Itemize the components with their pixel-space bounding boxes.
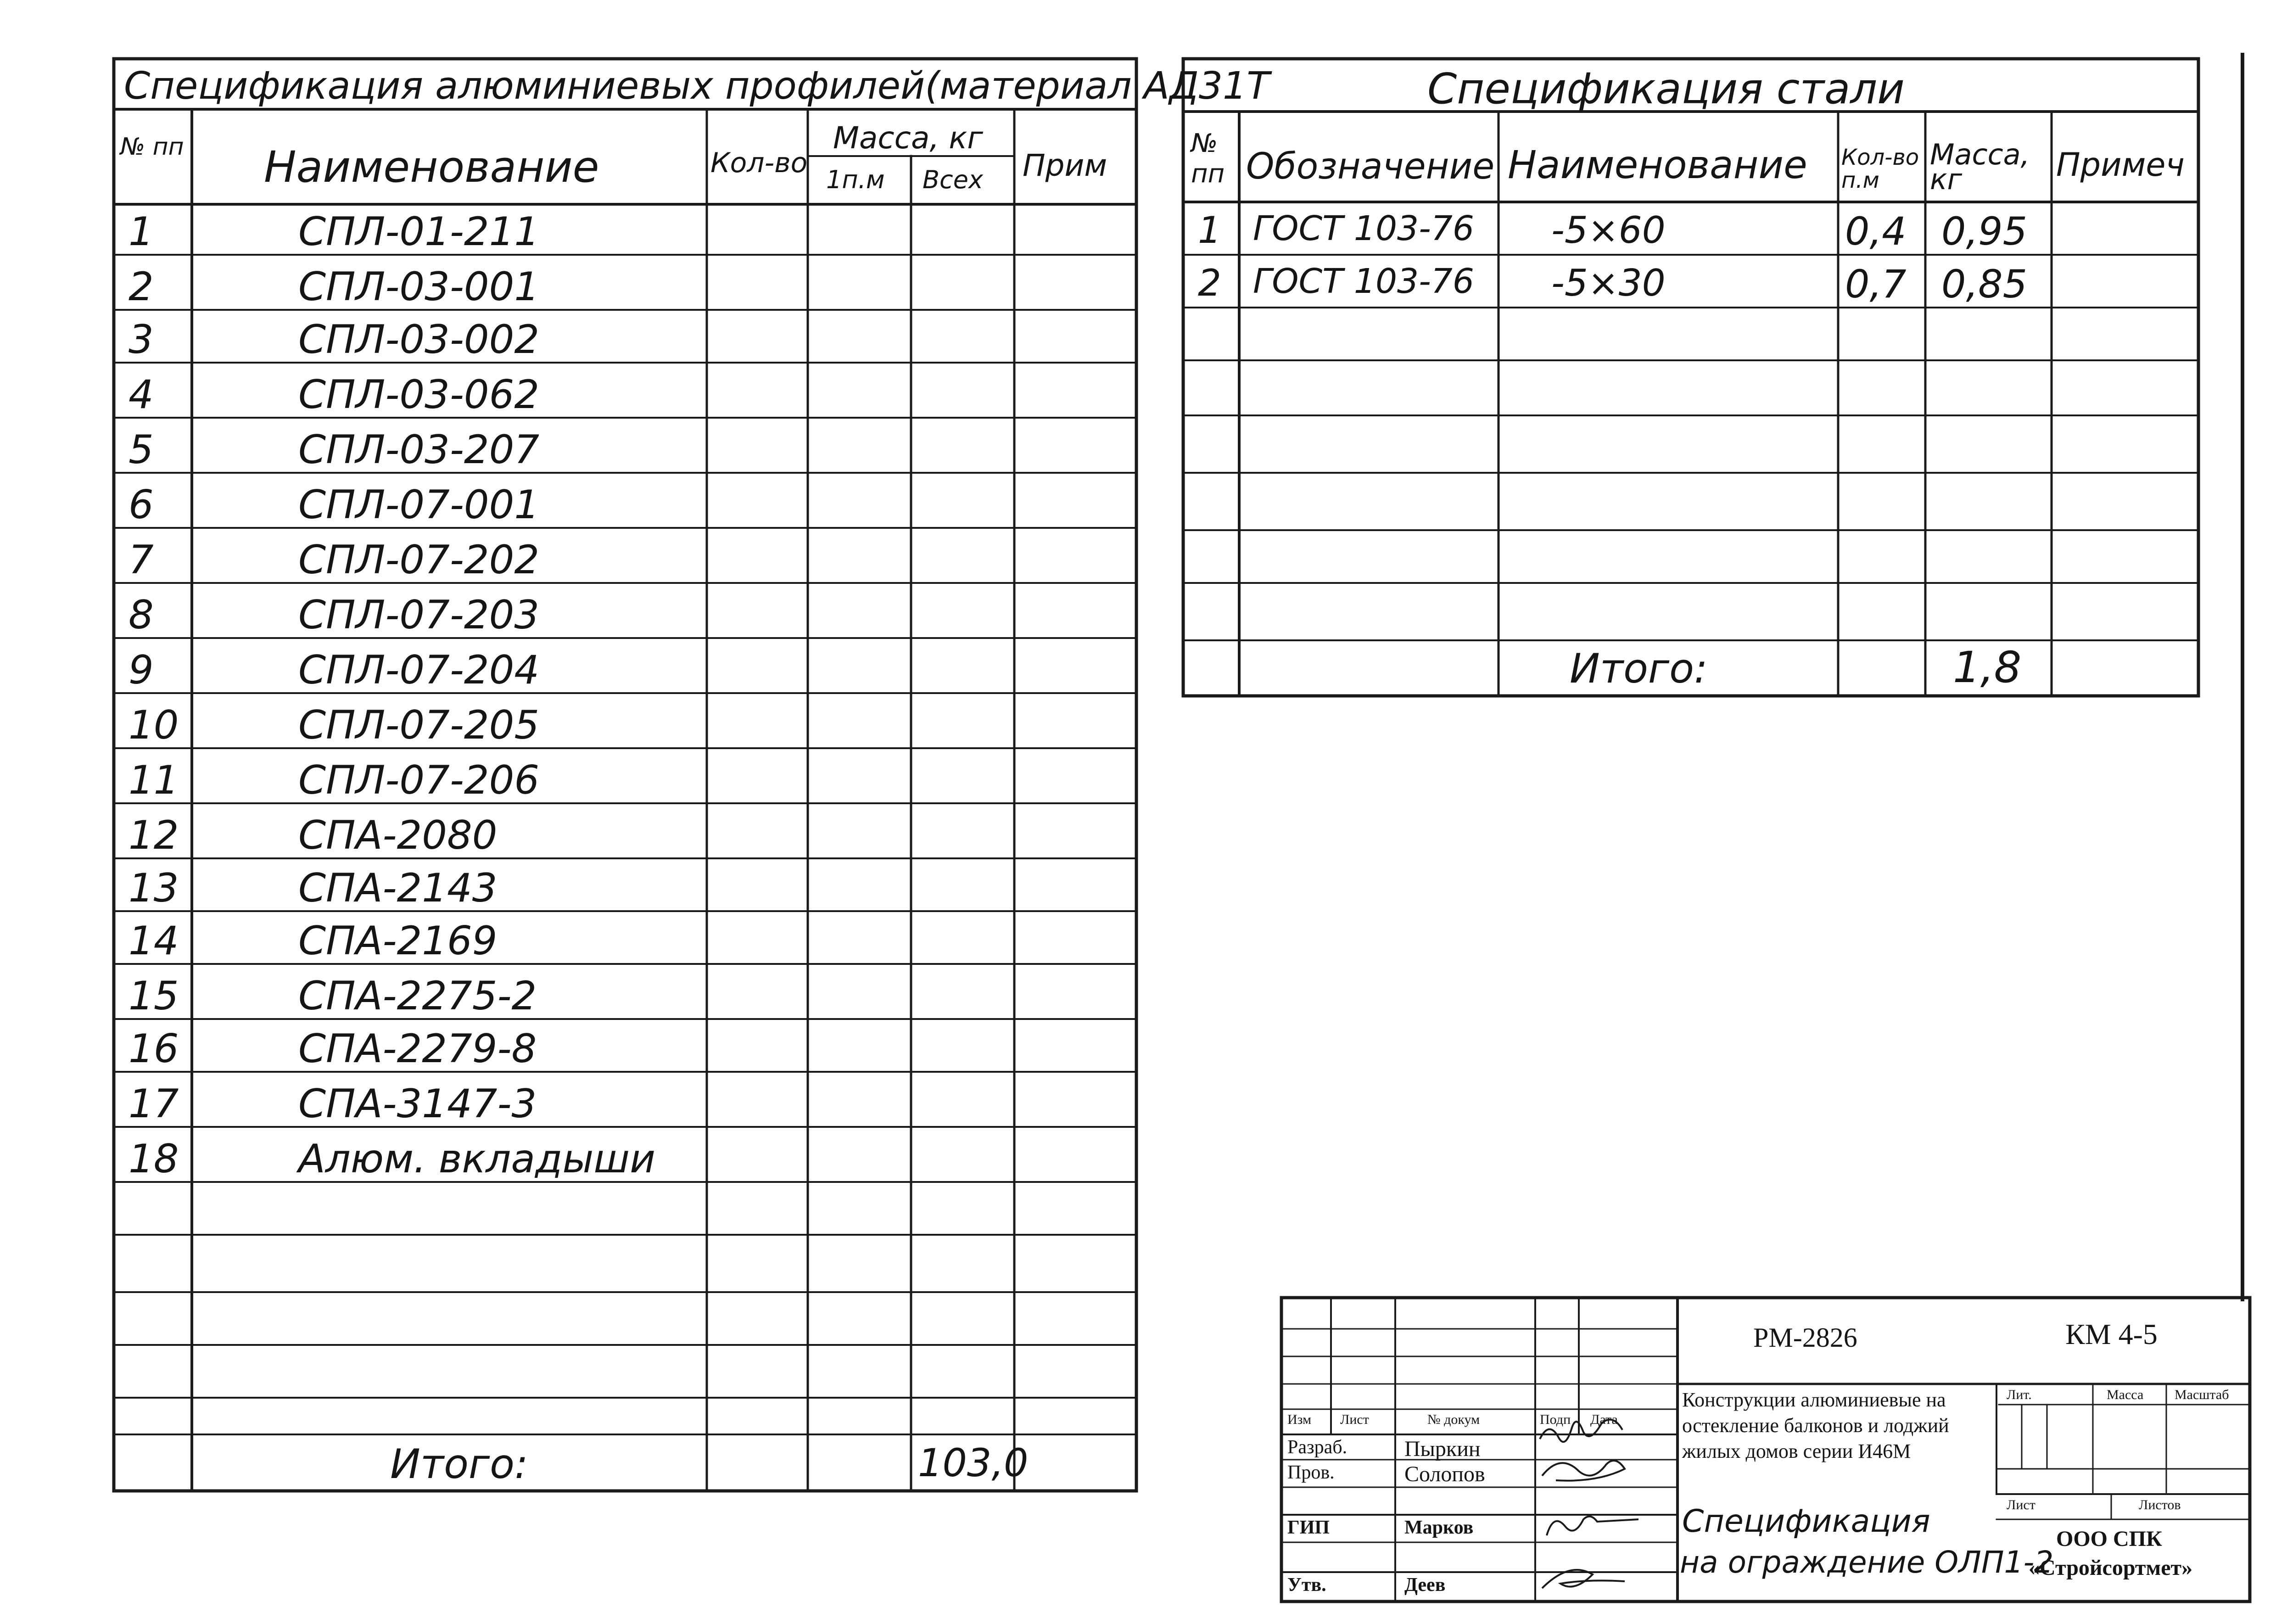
steel-row-mass: 0,95 (1941, 209, 2028, 254)
profiles-row-name: СПА-2275-2 (298, 973, 537, 1019)
steel-row-designation: ГОСТ 103-76 (1253, 262, 1474, 301)
steel-total-label: Итого: (1570, 645, 1708, 692)
stamp-list-label: Лист (2007, 1497, 2035, 1512)
profiles-row-num: 8 (129, 592, 154, 638)
stamp-sheet-title-line1: Спецификация (1682, 1503, 1930, 1540)
signature-markov (1547, 1517, 1638, 1535)
stamp-org-line2: «Стройсортмет» (2029, 1556, 2193, 1580)
steel-header-num: № пп (1191, 129, 1225, 189)
stamp-col-date: Дата (1590, 1412, 1618, 1427)
steel-row-name: -5×60 (1551, 209, 1666, 252)
profiles-header-mass-total: Всех (923, 165, 983, 194)
profiles-row-num: 1 (129, 209, 154, 255)
profiles-row-num: 7 (129, 537, 154, 583)
profiles-row-name: СПЛ-07-203 (298, 592, 540, 638)
stamp-person: Деев (1404, 1574, 1446, 1596)
profiles-row-name: СПЛ-07-205 (298, 702, 540, 748)
stamp-mass-label: Масса (2107, 1387, 2144, 1402)
profiles-row-name: Алюм. вкладыши (298, 1136, 655, 1182)
steel-row-designation: ГОСТ 103-76 (1253, 209, 1474, 248)
stamp-listov-label: Листов (2139, 1497, 2181, 1512)
signature-solopov (1542, 1461, 1625, 1481)
steel-row-lines (1183, 255, 2198, 640)
stamp-person: Пыркин (1404, 1437, 1481, 1461)
profiles-total-label: Итого: (390, 1440, 528, 1488)
profiles-row-name: СПА-2143 (298, 865, 498, 911)
profiles-row-name: СПЛ-03-002 (298, 317, 540, 363)
stamp-sheet-title-line2: на ограждение ОЛП1-2 (1680, 1545, 2054, 1580)
steel-table-title: Спецификация стали (1427, 64, 1905, 113)
profiles-row-num: 18 (129, 1136, 179, 1182)
stamp-doc-code: РМ-2826 (1753, 1322, 1857, 1353)
profiles-row-name: СПЛ-07-206 (298, 757, 540, 803)
profiles-header-qty: Кол-во (710, 147, 808, 179)
profiles-row-num: 13 (129, 865, 179, 911)
stamp-role: Пров. (1287, 1462, 1335, 1483)
profiles-table-frame (114, 59, 1136, 1491)
profiles-row-name: СПЛ-03-207 (298, 427, 540, 473)
stamp-col-sign: Подп (1540, 1412, 1571, 1427)
stamp-sheet-code (2065, 1317, 2158, 1351)
profiles-header-mass: Масса, кг (833, 120, 983, 156)
stamp-col-doc: № докум (1427, 1412, 1480, 1427)
profiles-row-num: 3 (129, 317, 154, 363)
profiles-row-name: СПЛ-01-211 (298, 209, 540, 255)
sheet-right-border (2241, 53, 2244, 1301)
stamp-col-list: Лист (1340, 1412, 1369, 1427)
steel-row-num: 1 (1198, 209, 1221, 252)
steel-row-num: 2 (1198, 262, 1221, 304)
steel-header-mass: Масса, кг (1930, 138, 2030, 196)
profiles-row-num: 4 (129, 372, 154, 418)
steel-header-name: Наименование (1508, 142, 1807, 187)
profiles-header-num: № пп (120, 133, 184, 161)
stamp-lit-label: Лит. (2007, 1387, 2032, 1402)
profiles-header-note: Прим (1023, 148, 1107, 183)
profiles-row-name: СПА-2169 (298, 918, 498, 964)
stamp-person: Марков (1404, 1517, 1474, 1538)
profiles-row-num: 2 (129, 264, 154, 310)
steel-header-qty: Кол-во п.м (1841, 145, 1919, 193)
stamp-org-line1: ООО СПК (2056, 1527, 2162, 1551)
stamp-sheet-code-text: КМ 4-5 (2065, 1318, 2158, 1350)
profiles-row-num: 10 (129, 702, 179, 748)
steel-total-value: 1,8 (1953, 643, 2022, 693)
steel-header-designation: Обозначение (1246, 146, 1495, 187)
profiles-row-name: СПЛ-07-204 (298, 647, 540, 693)
profiles-row-num: 6 (129, 482, 154, 528)
profiles-row-name: СПА-2080 (298, 812, 498, 858)
profiles-row-name: СПЛ-07-001 (298, 482, 540, 528)
steel-header-note: Примеч (2056, 146, 2185, 184)
profiles-table-title: Спецификация алюминиевых профилей(материал АД31Т (124, 64, 1270, 108)
profiles-row-num: 5 (129, 427, 154, 473)
profiles-row-num: 12 (129, 812, 179, 858)
stamp-project-title: Конструкции алюминиевые на остекление балконов и лоджий жилых домов серии И46М (1682, 1389, 1949, 1462)
profiles-header-name: Наименование (264, 142, 599, 192)
profiles-row-num: 15 (129, 973, 179, 1019)
stamp-col-izm: Изм (1287, 1412, 1312, 1427)
stamp-person: Солопов (1404, 1462, 1485, 1486)
steel-row-qty: 0,7 (1845, 262, 1907, 307)
profiles-row-name: СПА-2279-8 (298, 1026, 537, 1072)
profiles-row-lines (114, 255, 1136, 1434)
steel-row-qty: 0,4 (1845, 209, 1907, 254)
profiles-row-name: СПЛ-07-202 (298, 537, 540, 583)
profiles-row-num: 11 (129, 757, 179, 803)
stamp-scale-label: Масштаб (2175, 1387, 2229, 1402)
profiles-row-name: СПЛ-03-062 (298, 372, 540, 418)
profiles-total-value: 103,0 (918, 1440, 1029, 1485)
profiles-row-num: 14 (129, 918, 179, 964)
profiles-row-num: 16 (129, 1026, 179, 1072)
profiles-row-name: СПЛ-03-001 (298, 264, 540, 310)
profiles-row-num: 9 (129, 647, 154, 693)
stamp-role: ГИП (1287, 1517, 1330, 1538)
profiles-header-mass-per-m: 1п.м (826, 165, 885, 194)
profiles-row-num: 17 (129, 1081, 179, 1127)
steel-row-mass: 0,85 (1941, 262, 2028, 307)
steel-row-name: -5×30 (1551, 262, 1666, 304)
profiles-row-name: СПА-3147-3 (298, 1081, 537, 1127)
stamp-role: Утв. (1287, 1574, 1326, 1596)
stamp-role: Разраб. (1287, 1437, 1348, 1458)
signatures (1540, 1420, 1638, 1588)
